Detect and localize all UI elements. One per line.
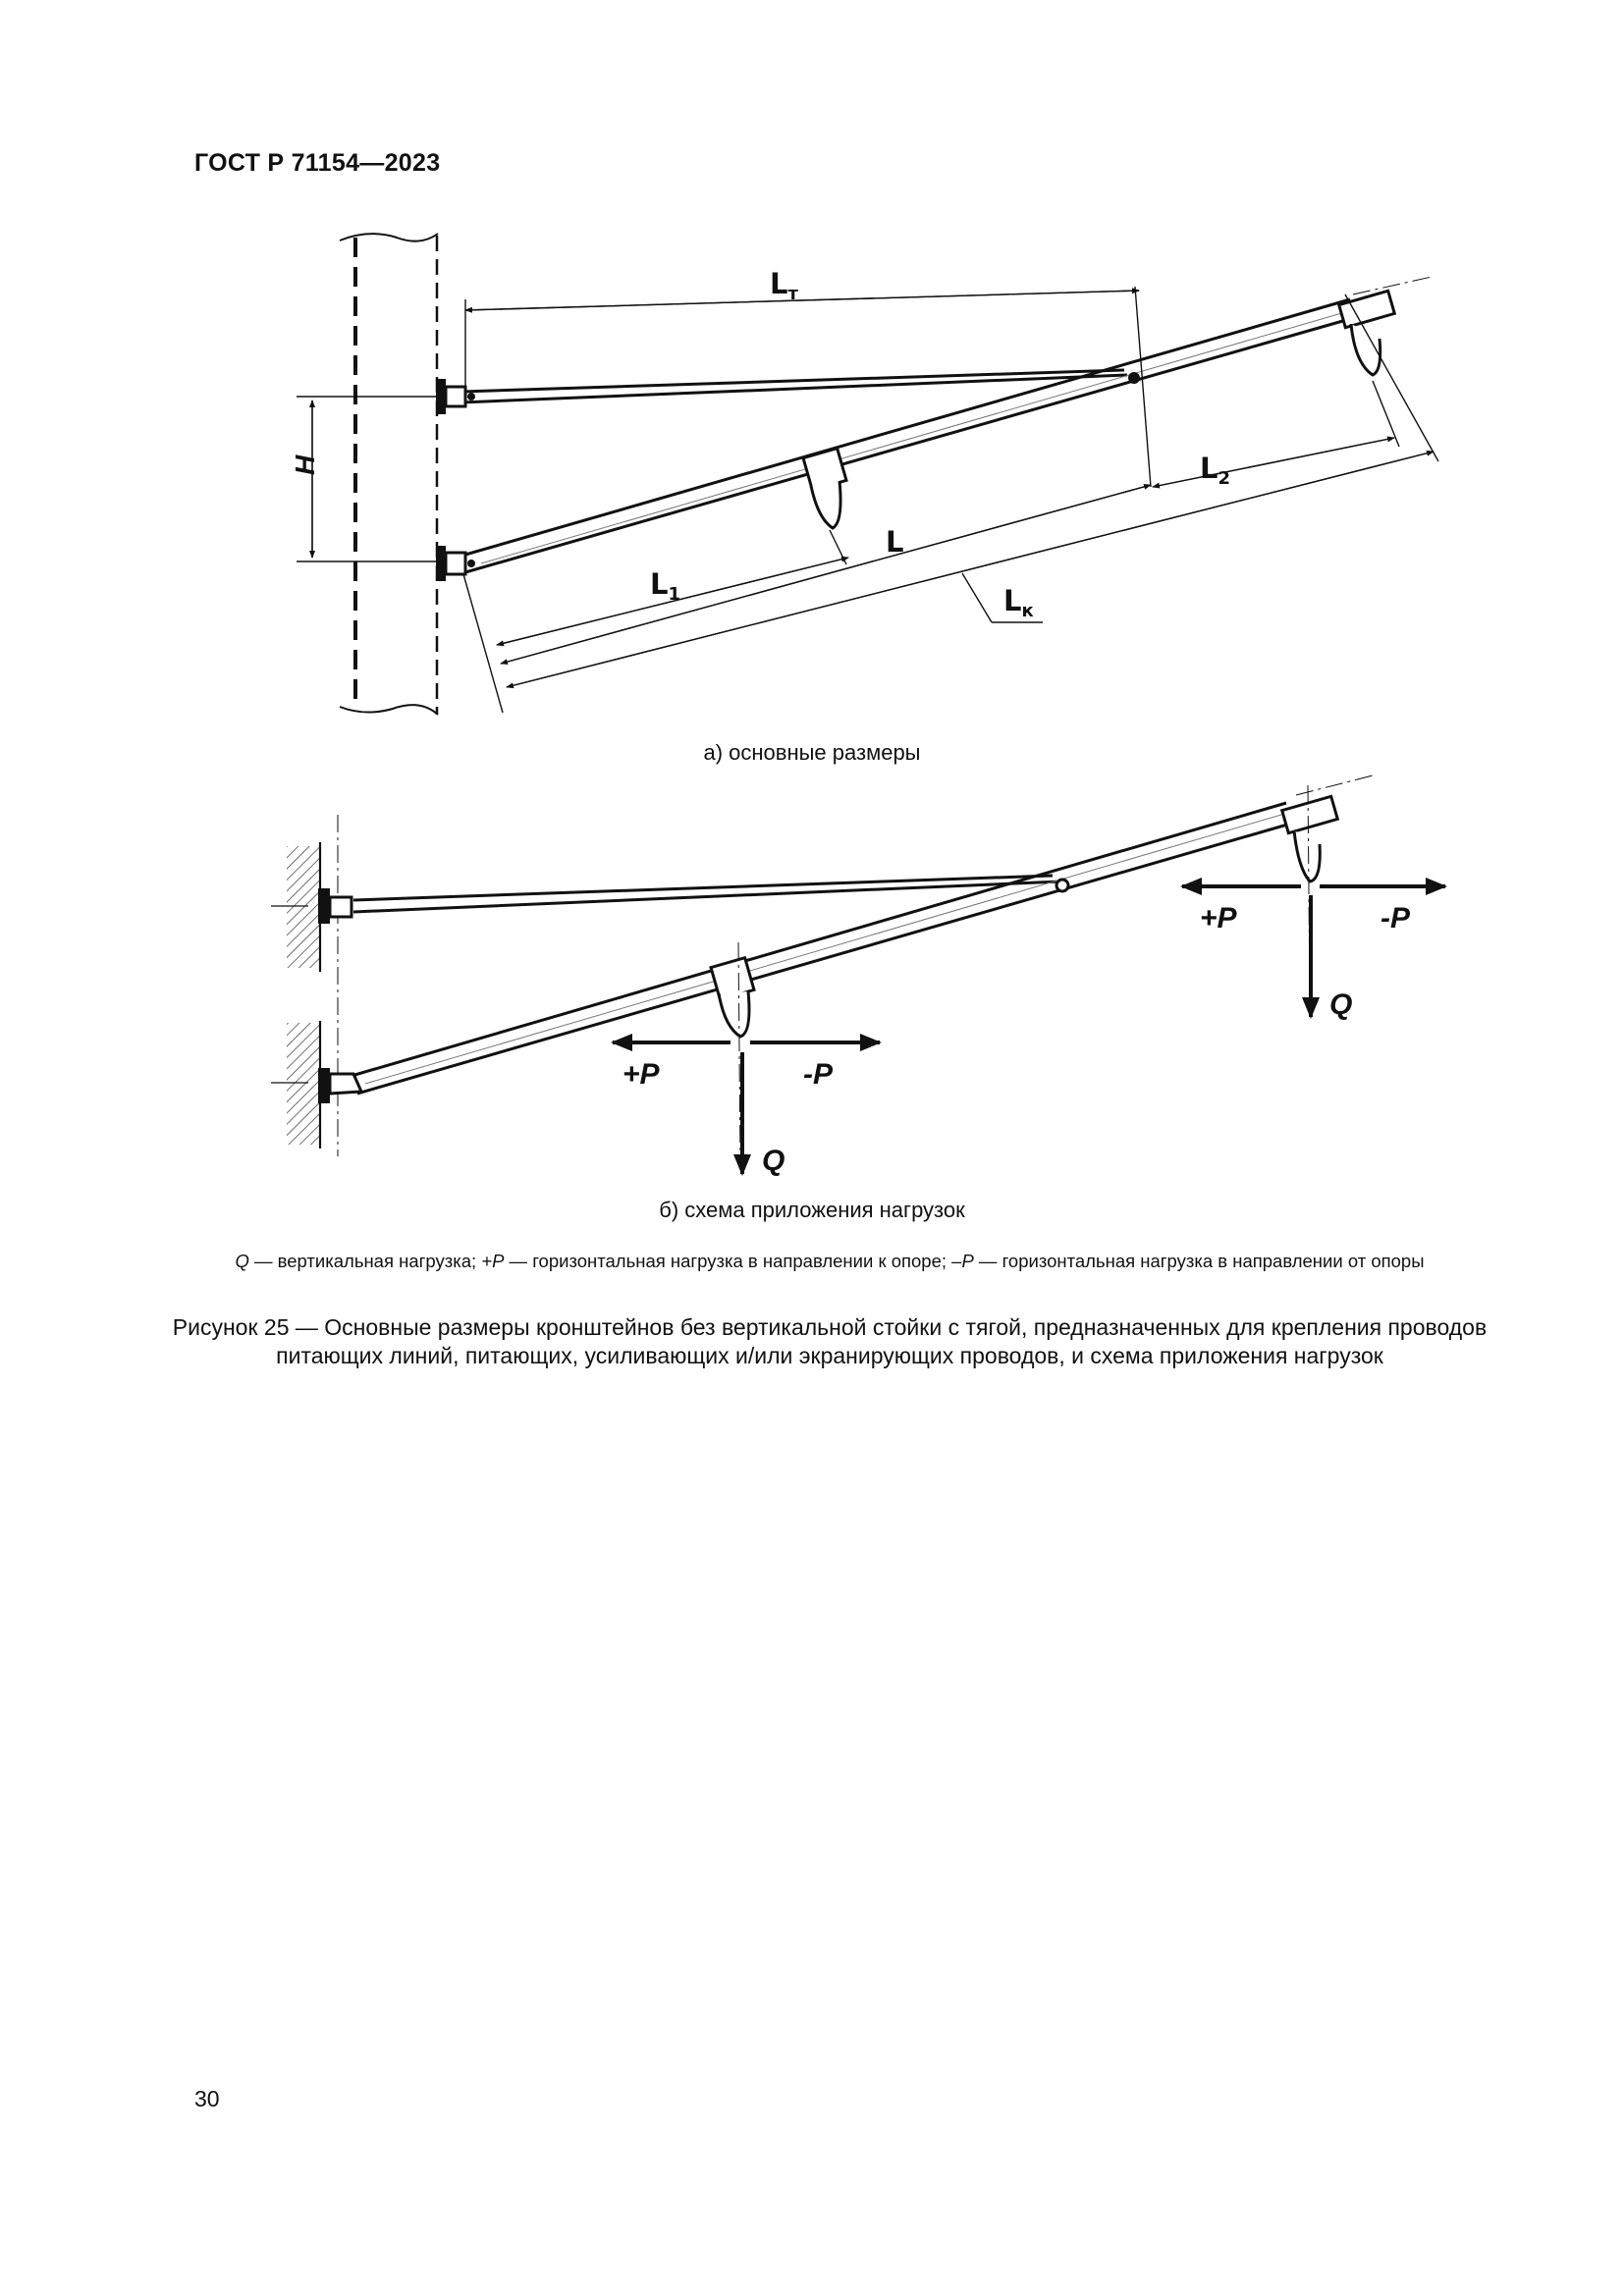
subcaption-b: б) схема приложения нагрузок	[659, 1198, 965, 1222]
figure-a-diagram	[290, 234, 1438, 715]
tie-joint-pin-b	[1056, 880, 1068, 891]
label-h: H	[290, 454, 320, 475]
label-minus-p-mid: -P	[803, 1058, 833, 1091]
upper-attachment-b	[318, 888, 352, 924]
label-minus-p-end: -P	[1380, 902, 1410, 934]
wall-support-lower	[271, 1021, 320, 1148]
bracket-tube-b	[352, 775, 1373, 1094]
label-plus-p-end: +P	[1200, 902, 1237, 934]
mid-clamp	[803, 449, 846, 528]
label-lk: $L_к$	[1003, 584, 1034, 621]
lower-wall-attachment	[436, 546, 475, 581]
dimension-h	[297, 397, 440, 561]
tie-rod	[461, 370, 1127, 402]
label-l2: $L_2$	[1200, 452, 1231, 489]
figure-legend: Q — вертикальная нагрузка; +P — горизонтальная нагрузка в направлении к опоре; –P — горизонтальная нагрузка в направлении от опоры	[235, 1251, 1425, 1271]
document-header: ГОСТ Р 71154—2023	[194, 149, 441, 177]
upper-wall-attachment	[436, 379, 475, 414]
label-l1: $L_1$	[650, 567, 681, 605]
label-l: L	[886, 525, 904, 559]
label-q-mid: Q	[762, 1145, 785, 1177]
figure-b-diagram	[271, 775, 1445, 1177]
label-lt: $L_т$	[770, 267, 798, 304]
tie-joint-pin	[1128, 372, 1140, 384]
subcaption-a: а) основные размеры	[703, 740, 921, 765]
page-number: 30	[194, 2086, 220, 2111]
label-plus-p-mid: +P	[623, 1058, 660, 1091]
figure-caption: Рисунок 25 — Основные размеры кронштейнов без вертикальной стойки с тягой, предназначенных для крепления проводов питающих линий, питающих, усиливающих и/или экранирующих проводов, и схема приложения нагрузок	[172, 1314, 1488, 1369]
mid-clamp-b	[711, 942, 754, 1160]
extension-lines	[463, 294, 1438, 713]
pole	[340, 234, 438, 715]
label-q-end: Q	[1329, 988, 1353, 1021]
lower-attachment-b	[318, 1068, 361, 1103]
dimension-lk-leader	[962, 573, 992, 622]
bracket-tube	[465, 277, 1432, 572]
tie-rod-b	[353, 876, 1060, 912]
